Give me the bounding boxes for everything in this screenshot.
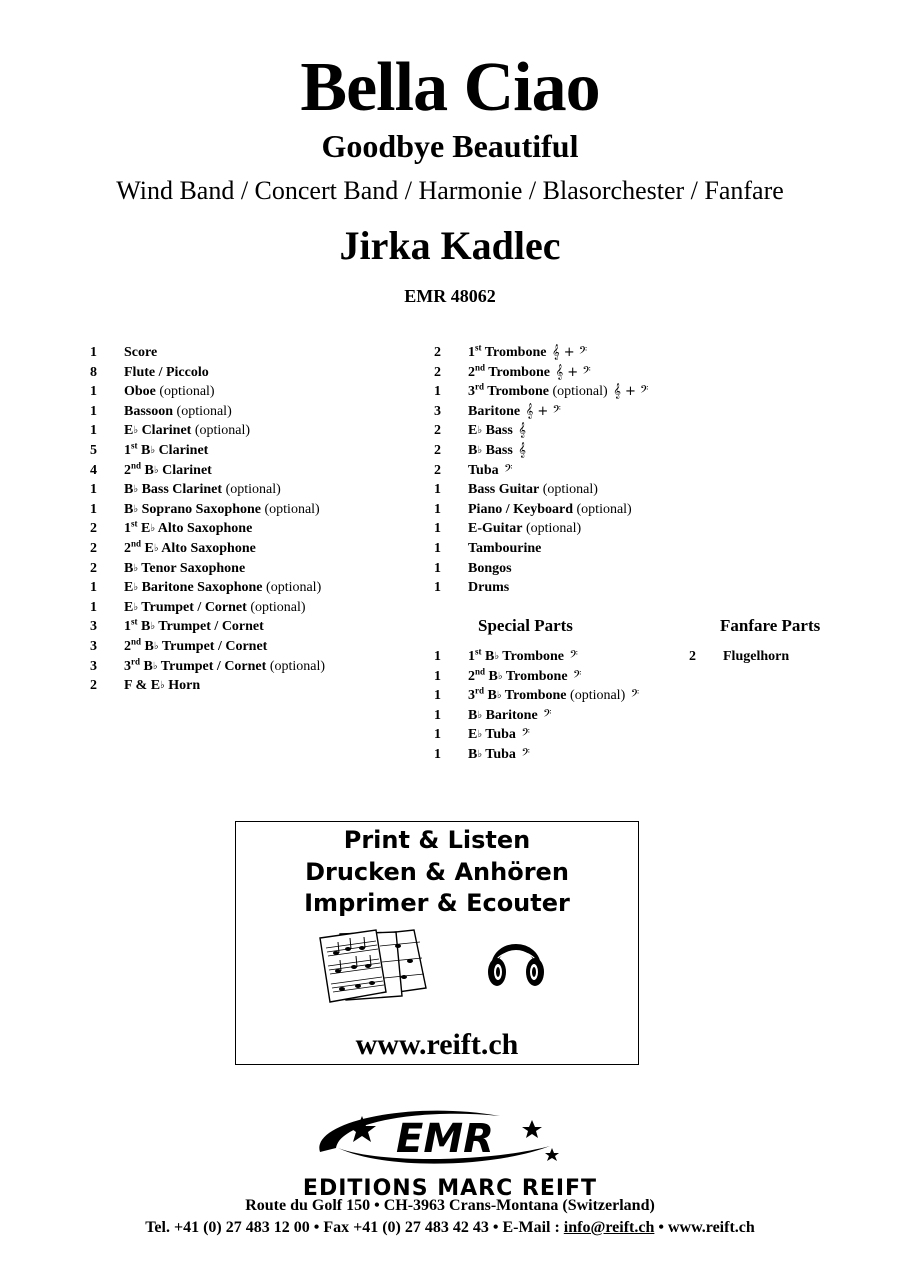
part-name (468, 421, 526, 441)
part-optional-note: (optional) (542, 482, 598, 498)
part-label: Bass Guitar (468, 482, 540, 498)
part-quantity: 1 (90, 403, 97, 419)
clef-icon: 𝄢 (573, 668, 582, 684)
part-name (124, 441, 208, 461)
special-parts-heading: Special Parts (478, 616, 573, 635)
part-quantity: 1 (90, 423, 97, 439)
part-label: F & E♭ Horn (124, 678, 201, 694)
part-name (468, 500, 632, 520)
part-name (124, 461, 212, 481)
part-name (468, 402, 561, 422)
publisher-name: EDITIONS MARC REIFT (302, 1176, 598, 1201)
part-name (468, 343, 587, 363)
part-quantity: 2 (434, 423, 441, 439)
contact-phone-fax: Tel. +41 (0) 27 483 12 00 • Fax +41 (0) 27 483 42 43 • E-Mail : (145, 1219, 564, 1236)
part-label: E♭ Tuba (468, 727, 516, 743)
contact-website: • www.reift.ch (654, 1219, 755, 1236)
part-label: 3rd Trombone (468, 381, 549, 400)
part-quantity: 1 (434, 540, 441, 556)
part-optional-note: (optional) (570, 688, 626, 704)
ensemble-line: Wind Band / Concert Band / Harmonie / Blasorchester / Fanfare (116, 176, 784, 205)
part-label: B♭ Bass (468, 442, 513, 458)
part-quantity: 3 (90, 638, 97, 654)
part-quantity: 4 (90, 462, 97, 478)
part-label: 3rd B♭ Trombone (468, 685, 567, 704)
promo-website: www.reift.ch (355, 1028, 519, 1061)
part-label: 1st B♭ Trumpet / Cornet (124, 616, 264, 635)
part-quantity: 8 (90, 364, 97, 380)
part-label: 2nd Trombone (468, 361, 550, 380)
part-quantity: 2 (90, 521, 97, 537)
part-quantity: 3 (90, 619, 97, 635)
part-name (723, 647, 789, 667)
part-name (124, 578, 321, 598)
part-label: 2nd B♭ Trumpet / Cornet (124, 636, 268, 654)
part-label: Tambourine (468, 540, 542, 556)
part-label: Score (124, 345, 158, 360)
part-label: B♭ Tuba (468, 746, 516, 762)
part-label: Flugelhorn (723, 649, 790, 664)
part-name (468, 441, 526, 461)
part-label: 2nd B♭ Clarinet (124, 459, 212, 478)
part-name (124, 480, 281, 500)
part-name (124, 421, 250, 441)
part-name (124, 363, 209, 383)
part-name (468, 686, 639, 706)
part-label: B♭ Soprano Saxophone (124, 501, 261, 517)
part-optional-note: (optional) (525, 521, 582, 537)
part-quantity: 2 (434, 462, 441, 478)
part-quantity: 5 (90, 442, 97, 458)
part-label: 1st B♭ Trombone (468, 646, 565, 664)
part-name (124, 559, 245, 579)
part-name (124, 500, 320, 520)
part-label: 2nd B♭ Trombone (468, 665, 568, 684)
part-label: 3rd B♭ Trumpet / Cornet (124, 655, 267, 674)
headphones-icon (484, 928, 548, 992)
part-label: Bongos (468, 560, 512, 576)
clef-icon: 𝄞 + 𝄢 (613, 384, 649, 400)
part-name (124, 519, 252, 539)
part-quantity: 1 (434, 501, 441, 517)
part-name (124, 598, 306, 618)
part-name (124, 637, 267, 657)
fanfare-parts-heading: Fanfare Parts (720, 616, 821, 635)
print-listen-box (235, 821, 639, 1065)
part-name (124, 676, 200, 696)
part-name (468, 725, 530, 745)
part-name (468, 539, 541, 559)
part-quantity: 2 (90, 540, 97, 556)
promo-line-french: Imprimer & Ecouter (304, 889, 570, 917)
clef-icon: 𝄢 (504, 462, 513, 478)
part-quantity: 1 (434, 560, 441, 576)
part-optional-note: (optional) (194, 423, 251, 439)
part-name (468, 578, 509, 598)
part-quantity: 1 (434, 727, 441, 743)
part-quantity: 1 (434, 482, 441, 498)
part-name (468, 667, 581, 687)
composer-name: Jirka Kadlec (339, 223, 561, 268)
part-optional-note: (optional) (176, 403, 232, 419)
part-label: 1st E♭ Alto Saxophone (124, 518, 253, 537)
part-name (124, 343, 157, 363)
part-label: E♭ Baritone Saxophone (124, 580, 263, 596)
part-quantity: 2 (434, 364, 441, 380)
part-optional-note: (optional) (269, 658, 326, 674)
catalog-number: EMR 48062 (404, 286, 496, 306)
part-name (468, 706, 552, 726)
part-quantity: 1 (90, 384, 97, 400)
publisher-contact (0, 1219, 900, 1237)
part-label: 1st Trombone (468, 342, 547, 360)
part-name (124, 402, 232, 422)
part-label: Piano / Keyboard (468, 501, 574, 517)
part-optional-note: (optional) (264, 501, 320, 517)
part-quantity: 1 (434, 649, 441, 664)
publisher-address: Route du Golf 150 • CH-3963 Crans-Montana (Switzerland) (245, 1197, 655, 1214)
part-quantity: 1 (90, 482, 97, 498)
part-quantity: 2 (90, 678, 97, 694)
part-name (124, 539, 256, 559)
clef-icon: 𝄞 + 𝄢 (525, 403, 561, 419)
part-name (468, 363, 591, 383)
sheet-music-icon (318, 926, 428, 1006)
part-label: Flute / Piccolo (124, 364, 209, 380)
part-quantity: 1 (90, 501, 97, 517)
part-label: E♭ Trumpet / Cornet (124, 599, 247, 615)
part-quantity: 1 (434, 746, 441, 762)
emr-logo (300, 1102, 560, 1172)
clef-icon: 𝄢 (521, 746, 530, 762)
part-quantity: 1 (434, 521, 441, 537)
clef-icon: 𝄢 (543, 707, 552, 723)
part-quantity: 2 (434, 345, 441, 360)
part-optional-note: (optional) (576, 501, 632, 517)
part-name (468, 519, 581, 539)
page-subtitle: Goodbye Beautiful (321, 128, 579, 164)
clef-icon: 𝄞 + 𝄢 (551, 345, 588, 360)
part-name (468, 480, 598, 500)
part-optional-note: (optional) (250, 599, 306, 615)
clef-icon: 𝄞 (518, 442, 526, 458)
part-optional-note: (optional) (225, 482, 281, 498)
part-label: B♭ Baritone (468, 707, 538, 723)
part-label: B♭ Tenor Saxophone (124, 560, 246, 576)
part-label: 1st B♭ Clarinet (124, 440, 209, 458)
page-title: Bella Ciao (300, 49, 600, 126)
clef-icon: 𝄢 (630, 688, 640, 704)
clef-icon: 𝄢 (521, 727, 530, 743)
part-label: Drums (468, 580, 510, 596)
part-name (468, 382, 648, 402)
part-optional-note: (optional) (266, 580, 322, 596)
emr-logo-text: EMR (396, 1116, 494, 1162)
part-name (124, 617, 264, 637)
part-label: B♭ Bass Clarinet (124, 482, 223, 498)
part-name (124, 382, 215, 402)
part-quantity: 1 (434, 707, 441, 723)
part-optional-note: (optional) (552, 384, 608, 400)
part-name (468, 461, 512, 481)
part-label: Bassoon (124, 403, 174, 419)
part-quantity: 2 (90, 560, 97, 576)
part-quantity: 1 (90, 345, 97, 360)
clef-icon: 𝄢 (569, 649, 578, 664)
part-name (124, 657, 325, 677)
part-quantity: 2 (689, 649, 696, 664)
part-optional-note: (optional) (159, 384, 215, 400)
promo-line-english: Print & Listen (343, 826, 531, 854)
part-label: E-Guitar (468, 521, 523, 537)
part-quantity: 1 (90, 599, 97, 615)
part-quantity: 3 (90, 658, 97, 674)
part-label: E♭ Clarinet (124, 423, 192, 439)
part-quantity: 1 (434, 668, 441, 684)
part-name (468, 745, 530, 765)
part-name (468, 559, 512, 579)
part-quantity: 2 (434, 442, 441, 458)
part-label: E♭ Bass (468, 423, 513, 439)
part-quantity: 1 (434, 688, 441, 704)
part-quantity: 1 (90, 580, 97, 596)
part-quantity: 3 (434, 403, 441, 419)
part-quantity: 1 (434, 580, 441, 596)
part-label: Baritone (468, 403, 521, 419)
part-label: 2nd E♭ Alto Saxophone (124, 538, 256, 556)
contact-email-link[interactable]: info@reift.ch (563, 1219, 655, 1236)
part-quantity: 1 (434, 384, 441, 400)
part-label: Oboe (124, 384, 156, 400)
clef-icon: 𝄞 + 𝄢 (555, 364, 591, 380)
part-label: Tuba (468, 462, 499, 478)
promo-line-german: Drucken & Anhören (305, 858, 569, 886)
part-name (468, 647, 578, 667)
clef-icon: 𝄞 (518, 423, 526, 439)
